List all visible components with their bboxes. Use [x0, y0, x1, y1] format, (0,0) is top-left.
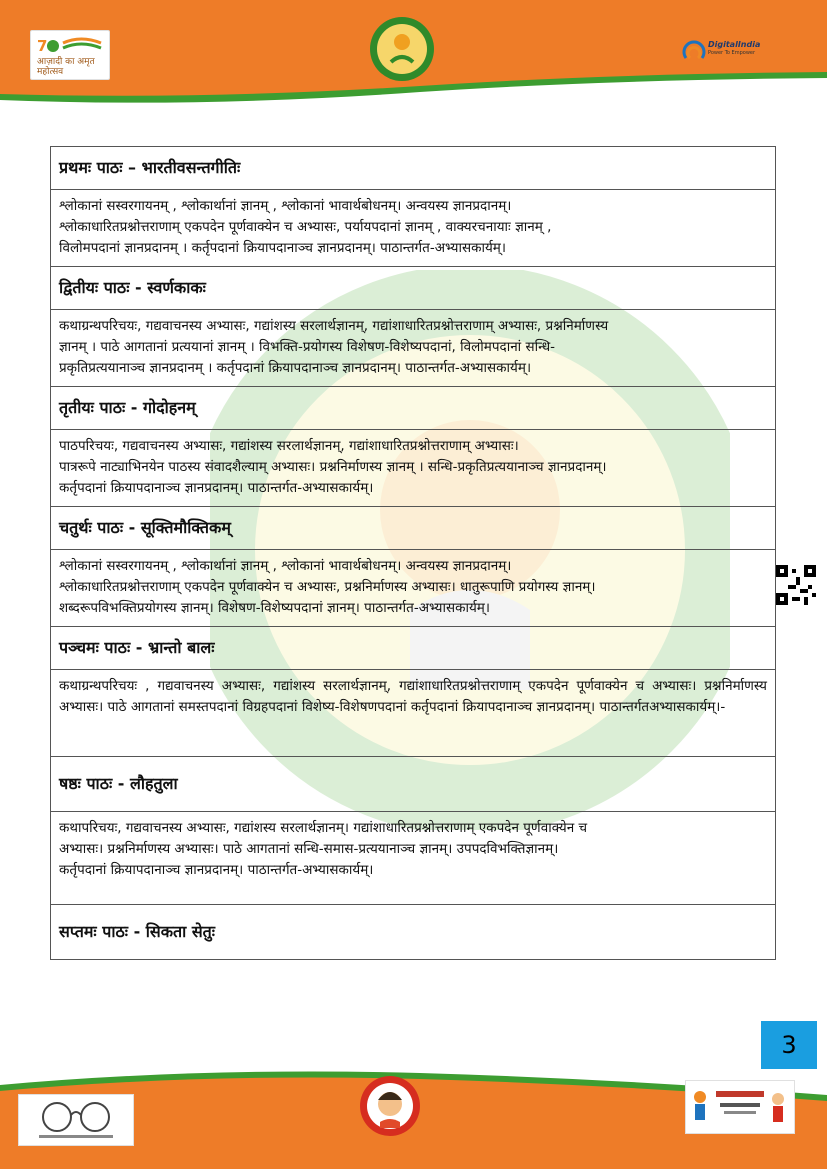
- chapter-body-row: [51, 310, 776, 387]
- chapter-title: तृतीयः पाठः - गोदोहनम्: [51, 387, 776, 430]
- chapter-title: षष्ठः पाठः - लौहतुला: [51, 757, 776, 812]
- digital-india-text: DigitalIndia: [708, 40, 761, 49]
- description-line: कथाग्रन्थपरिचयः, गद्यवाचनस्य अभ्यासः, गद्यांशस्य सरलार्थज्ञानम्, गद्यांशाधारितप्रश्नोत्तराणाम् अभ्यासः, प्रश्ननिर्माणस्य: [59, 318, 609, 334]
- digital-india-subtext: Power To Empower: [708, 50, 756, 56]
- chapter-body-row: [51, 670, 776, 757]
- svg-text:7: 7: [37, 37, 48, 55]
- chapter-title-row: [51, 147, 776, 190]
- swachh-bharat-logo: [18, 1094, 134, 1146]
- description-line: पाठपरिचयः, गद्यवाचनस्य अभ्यासः, गद्यांशस्य सरलार्थज्ञानम्, गद्यांशाधारितप्रश्नोत्तराणाम् अभ्यासः।: [59, 438, 519, 454]
- chapter-title: प्रथमः पाठः – भारतीवसन्तगीतिः: [51, 147, 776, 190]
- chapter-title: चतुर्थः पाठः - सूक्तिमौक्तिकम्: [51, 507, 776, 550]
- shiksha-ka-adhikar-logo: [685, 1080, 795, 1134]
- chapter-body-row: [51, 812, 776, 905]
- description-line: ज्ञानम् । पाठे आगतानां प्रत्ययानां ज्ञानम् । विभक्ति-प्रयोगस्य विशेषण-विशेष्यपदानां, विलोमपदानां सन्धि-: [59, 339, 556, 355]
- chapter-description: [51, 670, 776, 757]
- chapter-title-row: [51, 905, 776, 960]
- description-line: श्लोकानां सस्वरगायनम् , श्लोकार्थानां ज्ञानम् , श्लोकानां भावार्थबोधनम्। अन्वयस्य ज्ञानप्रदानम्।: [59, 558, 512, 574]
- description-line: श्लोकाधारितप्रश्नोत्तराणाम् एकपदेन पूर्णवाक्येन च अभ्यासः, पर्यायपदानां ज्ञानम् , वाक्यरचनायाः ज्ञानम् ,: [59, 219, 552, 235]
- school-emblem-icon: [369, 16, 435, 82]
- chapter-body-row: [51, 550, 776, 627]
- description-line: प्रकृतिप्रत्ययानाञ्च ज्ञानप्रदानम् । कर्तृपदानां क्रियापदानाञ्च ज्ञानप्रदानम्। पाठान्तर्गत-अभ्यासकार्यम्।: [59, 360, 532, 376]
- chapter-description: [51, 812, 776, 905]
- page-number: 3: [761, 1021, 817, 1069]
- description-line: श्लोकानां सस्वरगायनम् , श्लोकार्थानां ज्ञानम् , श्लोकानां भावार्थबोधनम्। अन्वयस्य ज्ञानप्रदानम्।: [59, 198, 512, 214]
- description-line: कर्तृपदानां क्रियापदानाञ्च ज्ञानप्रदानम्। पाठान्तर्गत-अभ्यासकार्यम्।: [59, 480, 374, 496]
- chapter-description: [51, 190, 776, 267]
- digital-india-logo: [678, 30, 760, 72]
- chapter-title-row: [51, 267, 776, 310]
- chapter-description: [51, 430, 776, 507]
- chapter-title-row: [51, 757, 776, 812]
- qr-code-icon: [776, 565, 816, 605]
- chapter-body-row: [51, 430, 776, 507]
- azadi-logo: [30, 30, 110, 80]
- syllabus-table: [50, 146, 776, 960]
- beti-bachao-emblem-icon: [358, 1072, 422, 1144]
- description-line: श्लोकाधारितप्रश्नोत्तराणाम् एकपदेन पूर्णवाक्येन च अभ्यासः, प्रश्ननिर्माणस्य अभ्यासः। धातुरूपाणि प्रयोगस्य ज्ञानम्।: [59, 579, 596, 595]
- chapter-title: पञ्चमः पाठः - भ्रान्तो बालः: [51, 627, 776, 670]
- digital-india-icon: [682, 38, 706, 62]
- chapter-title-row: [51, 507, 776, 550]
- description-line: अभ्यासः। प्रश्ननिर्माणस्य अभ्यासः। पाठे आगतानां सन्धि-समास-प्रत्ययानाञ्च ज्ञानम्। उपपदविभक्तिज्ञानम्।: [59, 841, 559, 857]
- chapter-description: [51, 310, 776, 387]
- chapter-description: [51, 550, 776, 627]
- description-line: शब्दरूपविभक्तिप्रयोगस्य ज्ञानम्। विशेषण-विशेष्यपदानां ज्ञानम्। पाठान्तर्गत-अभ्यासकार्यम्।: [59, 600, 490, 616]
- chapter-title: द्वितीयः पाठः - स्वर्णकाकः: [51, 267, 776, 310]
- description-line: कथापरिचयः, गद्यवाचनस्य अभ्यासः, गद्यांशस्य सरलार्थज्ञानम्। गद्यांशाधारितप्रश्नोत्तराणाम् एकपदेन पूर्णवाक्येन च: [59, 820, 588, 836]
- description-line: विलोमपदानां ज्ञानप्रदानम् । कर्तृपदानां क्रियापदानाञ्च ज्ञानप्रदानम्। पाठान्तर्गत-अभ्यासकार्यम्।: [59, 240, 506, 256]
- description-line: पात्ररूपे नाट्याभिनयेन पाठस्य संवादशैल्याम् अभ्यासः। प्रश्ननिर्माणस्य ज्ञानम् । सन्धि-प्रकृतिप्रत्ययानाञ्च ज्ञानप्रदानम्।: [59, 459, 607, 475]
- azadi-logo-text: आज़ादी का अमृत महोत्सव: [37, 57, 95, 77]
- chapter-title: सप्तमः पाठः - सिकता सेतुः: [51, 905, 776, 960]
- description-line: कर्तृपदानां क्रियापदानाञ्च ज्ञानप्रदानम्। पाठान्तर्गत-अभ्यासकार्यम्।: [59, 862, 374, 878]
- chapter-title-row: [51, 627, 776, 670]
- chapter-body-row: [51, 190, 776, 267]
- description-line: कथाग्रन्थपरिचयः , गद्यवाचनस्य अभ्यासः, गद्यांशस्य सरलार्थज्ञानम्, गद्यांशाधारितप्रश्नोत्तराणाम् एकपदेन पूर्णवाक्येन च अभ्यासः। प्रश्ननिर्माणस्य अभ्यासः। पाठे आगतानां समस्तपदानां विग्रहपदानां विशेष्य-विशेषणपदानां कर्तृपदानां क्रियापदानाञ्च ज्ञानप्रदानम्। पाठान्तर्गतअभ्यासकार्यम्।-: [59, 678, 767, 715]
- chapter-title-row: [51, 387, 776, 430]
